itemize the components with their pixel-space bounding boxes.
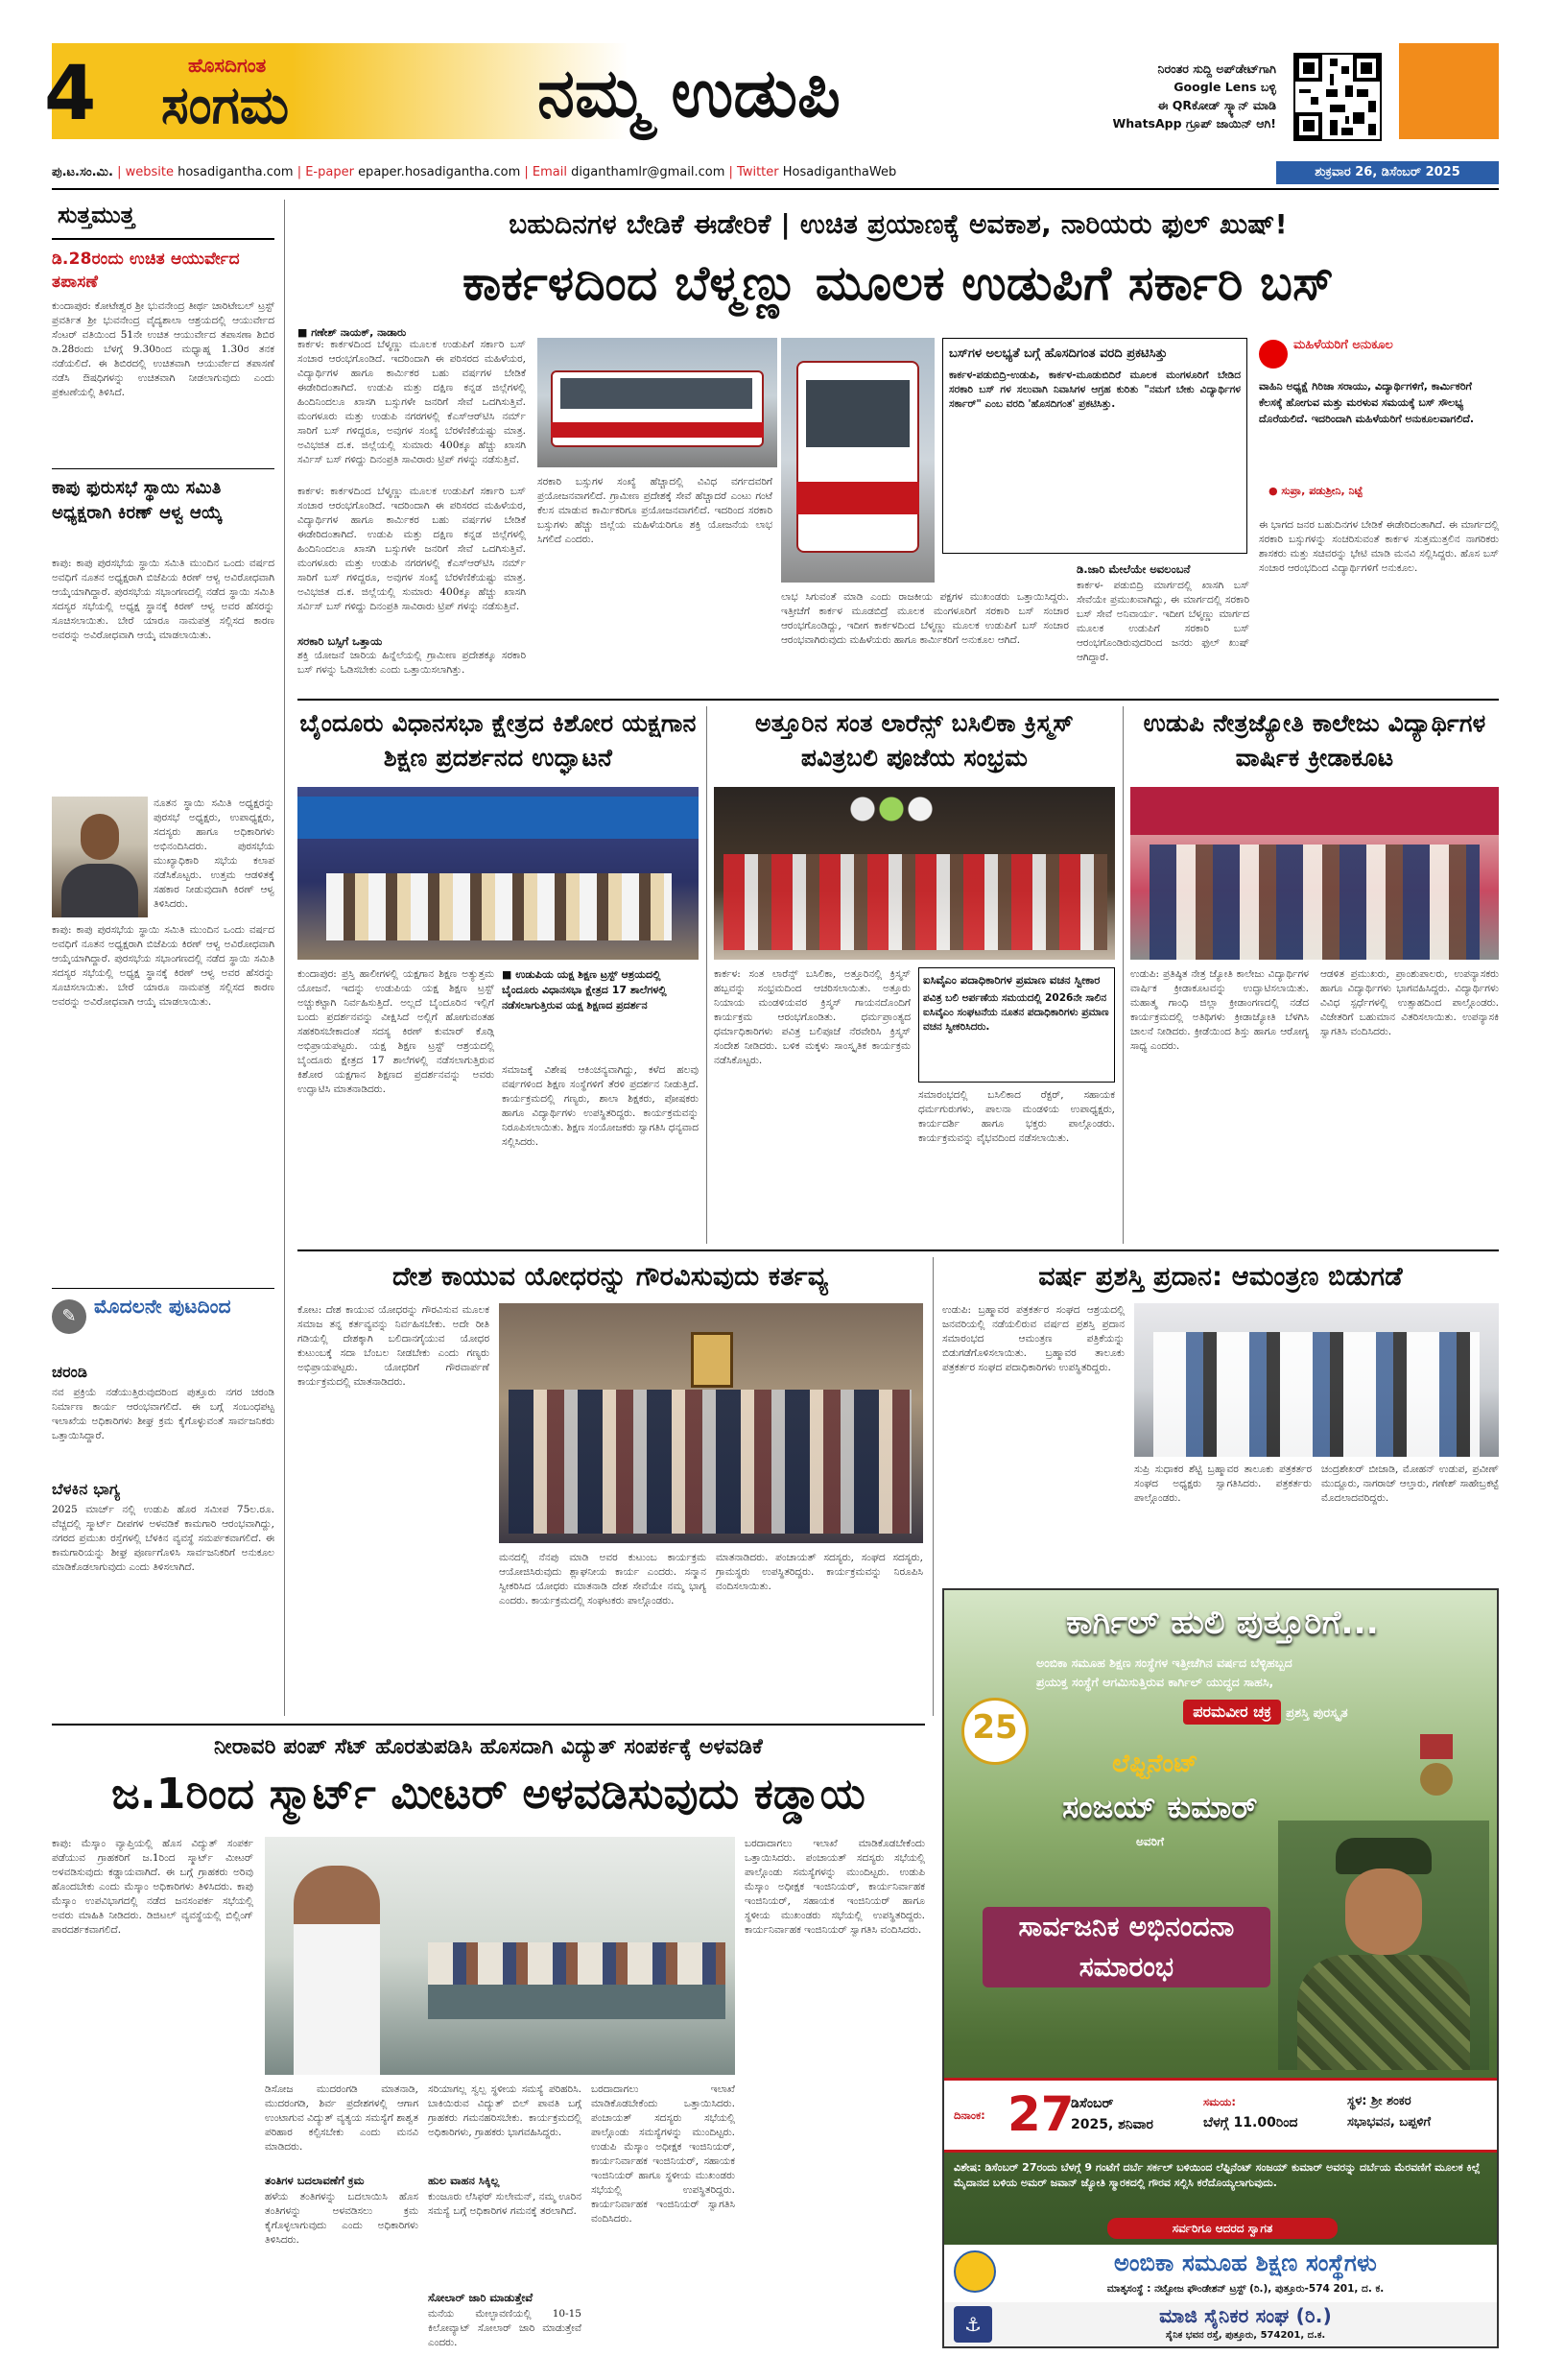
row2-s1-headline: ಬೈಂದೂರು ವಿಧಾನಸಭಾ ಕ್ಷೇತ್ರದ ಕಿಶೋರ ಯಕ್ಷಗಾನ ಶಿಕ್ಷಣ ಪ್ರದರ್ಶನದ ಉದ್ಘಾಟನೆ [299, 709, 697, 772]
lead-col3b: ಕಾರ್ಕಳ- ಪಡುಬಿದ್ರಿ ಮಾರ್ಗದಲ್ಲಿ ಖಾಸಗಿ ಬಸ್ ಸೇವೆಯೇ ಪ್ರಮುಖವಾಗಿದ್ದು, ಈ ಮಾರ್ಗದಲ್ಲಿ ಸರಕಾರಿ ಬಸ್ ಸೇವೆ ಅನಿವಾರ್ಯ. ಇದೀಗ ಬೆಳ್ಮಣ್ಣು ಮಾರ್ಗದ ಮೂಲಕ ಉಡುಪಿಗೆ ಸರಕಾರಿ ಬಸ್ ಆರಂಭಗೊಂಡಿರುವುದರಿಂದ ಜನರು ಫುಲ್ ಖುಷ್ ಆಗಿದ್ದಾರೆ. [1077, 580, 1249, 663]
lead-col3-sub: ಡಿ.ಜಾರಿ ಮೇಲೆಯೇ ಅವಲಂಬನೆ [1077, 562, 1191, 576]
lead-col2: ಸರಕಾರಿ ಬಸ್ಸುಗಳ ಸಂಖ್ಯೆ ಹೆಚ್ಚಾದಲ್ಲಿ ವಿವಿಧ ವರ್ಗದವರಿಗೆ ಪ್ರಯೋಜನವಾಗಲಿದೆ. ಗ್ರಾಮೀಣ ಪ್ರದೇಶಕ್ಕೆ ಸೇವೆ ಹೆಚ್ಚಾದರೆ ಎಂಟು ಗಂಟೆ ಕೆಲಸ ಮಾಡುವ ಕಾರ್ಮಿಕರಿಗೂ ಪ್ರಯೋಜನವಾಗಲಿದೆ. ಇದರಿಂದ ಸರಕಾರಿ ಬಸ್ಸುಗಳು ಹೆಚ್ಚು ಜಿಲ್ಲೆಯ ಮಹಿಳೆಯರಿಗೂ ಶಕ್ತಿ ಯೋಜನೆಯ ಲಾಭ ಸಿಗಲಿದೆ ಎಂದರು. [537, 476, 772, 545]
ad-rank: ಲೆಫ್ಟಿನೆಂಟ್ [1112, 1749, 1198, 1778]
bus-front-window [806, 380, 910, 447]
sidebar-story1-headline: ಡಿ.28ರಂದು ಉಚಿತ ಆಯುರ್ವೇದ ತಪಾಸಣೆ [52, 250, 240, 292]
ad-welcome: ಸರ್ವರಿಗೂ ಆದರದ ಸ್ವಾಗತ [1107, 2218, 1338, 2239]
ad-venue-label: ಸ್ಥಳ: ಶ್ರೀ ಶಂಕರ [1347, 2094, 1411, 2108]
lead-sidebox-sign: ● ಸುಪ್ರಾ, ಪಡುಶ್ರೀನಿ, ನಿಟ್ಟೆ [1268, 485, 1363, 497]
row2-s1 [297, 706, 699, 1244]
row2-s3-col2: ಆಡಳಿತ ಪ್ರಮುಖರು, ಪ್ರಾಂಶುಪಾಲರು, ಉಪನ್ಯಾಸಕರು ಹಾಗೂ ವಿದ್ಯಾರ್ಥಿಗಳು ಭಾಗವಹಿಸಿದ್ದರು. ವಿದ್ಯಾರ್ಥಿಗಳು ವಿವಿಧ ಸ್ಪರ್ಧೆಗಳಲ್ಲಿ ಉತ್ಸಾಹದಿಂದ ಪಾಲ್ಗೊಂಡರು. ವಿಜೇತರಿಗೆ ಬಹುಮಾನ ವಿತರಿಸಲಾಯಿತು. ಉಪನ್ಯಾಸಕಿ ಸ್ವಾಗತಿಸಿ ವಂದಿಸಿದರು. [1320, 968, 1499, 1037]
qr-line-4: WhatsApp ಗ್ರೂಪ್ ಜಾಯಿನ್ ಆಗಿ! [1112, 116, 1276, 131]
row4-col3c: ಮನೆಯ ಮೇಲ್ಛಾವಣಿಯಲ್ಲಿ 10-15 ಕಿಲೋವ್ಯಾಟ್ ಸೋಲಾರ್ ಜಾರಿ ಮಾಡುತ್ತೇವೆ ಎಂದರು. [428, 2308, 581, 2348]
portrait-face [81, 814, 119, 860]
bus-front-stripe [796, 482, 919, 514]
kargil-ad[interactable] [942, 1588, 1499, 2348]
lead-photo-bus-1 [537, 338, 777, 467]
info-bar: ಪು.ಟ.ಸಂ.ಮಿ. | website hosadigantha.com | E-paper epaper.hosadigantha.com | Email diganthamlr@gmail.com | Twitter HosadiganthaWeb [52, 165, 897, 179]
rule-row3-top [297, 1250, 1499, 1251]
ad-org1: ಅಂಬಿಕಾ ಸಮೂಹ ಶಿಕ್ಷಣ ಸಂಸ್ಥೆಗಳು [1114, 2249, 1377, 2276]
medal-icon [1420, 1734, 1453, 1801]
ad-org2: ಮಾಜಿ ಸೈನಿಕರ ಸಂಘ (ರಿ.) [1159, 2304, 1332, 2327]
sidebar-rule-1 [52, 468, 274, 469]
ad-org1-box [944, 2245, 1497, 2302]
email-label: Email [532, 165, 567, 179]
row2-s3 [1130, 706, 1499, 1244]
ad-line1: ಅಂಬಿಕಾ ಸಮೂಹ ಶಿಕ್ಷಣ ಸಂಸ್ಥೆಗಳ ಇತ್ತೀಚೆಗಿನ ವರ್ಷದ ಬೆಳ್ಳಿಹಬ್ಬದ [1036, 1655, 1292, 1670]
row2-s2-box-body: ಪವಿತ್ರ ಬಲಿ ಅರ್ಪಣೆಯ ಸಮಯದಲ್ಲಿ 2026ನೇ ಸಾಲಿನ ಐಸಿವೈಎಂ ಸಂಘಟನೆಯ ನೂತನ ಪದಾಧಿಕಾರಿಗಳು ಪ್ರಮಾಣ ವಚನ ಸ್ವೀಕರಿಸಿದರು. [923, 992, 1109, 1033]
row4 [52, 1731, 925, 2355]
row2-s3-photo [1130, 787, 1499, 960]
sidebar-story3-sub1: ಚರಂಡಿ [52, 1363, 88, 1381]
lead-col3: ಲಾಭ ಸಿಗುವಂತೆ ಮಾಡಿ ಎಂದು ರಾಜಕೀಯ ಪಕ್ಷಗಳ ಮುಖಂಡರು ಒತ್ತಾಯಿಸಿದ್ದರು. ಇತ್ತೀಚೆಗೆ ಕಾರ್ಕಳ ಮೂಡಬಿದ್ರೆ ಮೂಲಕ ಮಂಗಳೂರಿಗೆ ಸರಕಾರಿ ಬಸ್ ಸಂಚಾರ ಆರಂಭಗೊಂಡಿದ್ದು, ಇದೀಗ ಕಾರ್ಕಳದಿಂದ ಬೆಳ್ಮಣ್ಣು ಮೂಲಕ ಉಡುಪಿಗೆ ಬಸ್ ಸಂಚಾರ ಆರಂಭವಾಗಿರುವುದು ಮಹಿಳೆಯರು ಹಾಗೂ ಕಾರ್ಮಿಕರಿಗೆ ಅನುಕೂಲ ಆಗಿದೆ. [781, 591, 1069, 646]
group-people [509, 1390, 912, 1534]
page-number: 4 [44, 51, 97, 137]
pen-icon: ✎ [52, 1299, 86, 1334]
row4-col2-sub: ತಂತಿಗಳ ಬದಲಾವಣೆಗೆ ಕ್ರಮ [265, 2174, 365, 2187]
lead-kicker: ಬಹುದಿನಗಳ ಬೇಡಿಕೆ ಈಡೇರಿಕೆ | ಉಚಿತ ಪ್ರಯಾಣಕ್ಕೆ ಅವಕಾಶ, ನಾರಿಯರು ಫುಲ್ ಖುಷ್! [509, 208, 1288, 240]
info-section: ಪು.ಟ.ಸಂ.ಮಿ. [52, 165, 113, 179]
row2-s3-headline: ಉಡುಪಿ ನೇತ್ರಜ್ಯೋತಿ ಕಾಲೇಜು ವಿದ್ಯಾರ್ಥಿಗಳ ವಾರ್ಷಿಕ ಕ್ರೀಡಾಕೂಟ [1143, 709, 1486, 772]
bus-window [560, 378, 752, 409]
row2-s2-headline: ಅತ್ತೂರಿನ ಸಂತ ಲಾರೆನ್ಸ್ ಬಸಿಲಿಕಾ ಕ್ರಿಸ್ಮಸ್ ಪವಿತ್ರಬಲಿ ಪೂಜೆಯ ಸಂಭ್ರಮ [755, 709, 1074, 772]
website-label: website [125, 165, 174, 179]
ad-name: ಸಂಜಯ್ ಕುಮಾರ್ [1062, 1789, 1258, 1825]
santa-hats [723, 854, 1107, 950]
event-people [1150, 845, 1480, 960]
row2-s2 [714, 706, 1115, 1244]
masthead-rule [52, 188, 1499, 190]
row4-headline: ಜ.1ರಿಂದ ಸ್ಮಾರ್ಟ್ ಮೀಟರ್ ಅಳವಡಿಸುವುದು ಕಡ್ಡಾಯ [111, 1770, 865, 1819]
ad-badge-text: 25 [972, 1708, 1018, 1747]
sidebar-portrait [52, 797, 148, 917]
page-title: ನಮ್ಮ ಉಡುಪಿ [537, 54, 841, 132]
lead-col1-sub: ಸರಕಾರಿ ಬಸ್ಸಿಗೆ ಒತ್ತಾಯ [297, 634, 383, 648]
brand-small: ಹೊಸದಿಗಂತ [188, 54, 267, 77]
officer-face [1345, 1868, 1422, 1955]
sidebar-story2-body2: ನೂತನ ಸ್ಥಾಯಿ ಸಮಿತಿ ಅಧ್ಯಕ್ಷರನ್ನು ಪುರಸಭೆ ಅಧ್ಯಕ್ಷರು, ಉಪಾಧ್ಯಕ್ಷರು, ಸದಸ್ಯರು ಹಾಗೂ ಅಧಿಕಾರಿಗಳು ಅಭಿನಂದಿಸಿದರು. ಪುರಸಭೆಯ ಮುಖ್ಯಾಧಿಕಾರಿ ಸಭೆಯ ಕಲಾಪ ನಡೆಸಿಕೊಟ್ಟರು. ಉತ್ತಮ ಆಡಳಿತಕ್ಕೆ ಸಹಕಾರ ನೀಡುವುದಾಗಿ ಕಿರಣ್ ಆಳ್ವ ತಿಳಿಸಿದರು. [154, 797, 274, 910]
event-banner [1130, 787, 1499, 835]
vodafone-style-icon [1259, 340, 1288, 369]
qr-line-1: ನಿರಂತರ ಸುದ್ದಿ ಅಪ್‌ಡೇಟ್‌ಗಾಗಿ [1157, 61, 1276, 76]
stage-banner [297, 797, 699, 839]
lead-box-title: ಬಸ್‌ಗಳ ಅಲಭ್ಯತೆ ಬಗ್ಗೆ ಹೊಸದಿಗಂತ ವರದಿ ಪ್ರಕಟಿಸಿತ್ತು [949, 346, 1168, 361]
lead-photo-bus-2 [781, 338, 935, 583]
ad-event: ಸಾರ್ವಜನಿಕ ಅಭಿನಂದನಾ ಸಮಾರಂಭ [983, 1907, 1270, 1987]
row4-col3b: ಕುಂಜೂರು ಲೆಸಿಫರ್ ಸುಲೇಮನ್, ನಮ್ಮ ಊರಿನ ಸಮಸ್ಯೆ ಬಗ್ಗೆ ಅಧಿಕಾರಿಗಳ ಗಮನಕ್ಕೆ ತರಲಾಗಿದೆ. [428, 2191, 581, 2217]
row3-s2 [942, 1257, 1499, 1583]
sidebar-title-rule [52, 238, 274, 240]
sidebar-story2-headline: ಕಾಪು ಫುರುಸಭೆ ಸ್ಥಾಯಿ ಸಮಿತಿ ಅಧ್ಯಕ್ಷರಾಗಿ ಕಿರಣ್ ಆಳ್ವ ಆಯ್ಕೆ [52, 478, 223, 523]
ad-award: ಪರಮವೀರ ಚಕ್ರ [1183, 1700, 1281, 1725]
meeting-people [428, 1942, 725, 1985]
bus-stripe [551, 422, 764, 438]
sidebar-story2-body3: ಕಾಪು: ಕಾಪು ಪುರಸಭೆಯ ಸ್ಥಾಯಿ ಸಮಿತಿ ಮುಂದಿನ ಒಂದು ವರ್ಷದ ಅವಧಿಗೆ ನೂತನ ಅಧ್ಯಕ್ಷರಾಗಿ ಬಿಜೆಪಿಯ ಕಿರಣ್ ಆಳ್ವ ಅವಿರೋಧವಾಗಿ ಆಯ್ಕೆಯಾಗಿದ್ದಾರೆ. ಪುರಸಭೆಯ ಸಭಾಂಗಣದಲ್ಲಿ ನಡೆದ ಸ್ಥಾಯಿ ಸಮಿತಿ ಸದಸ್ಯರ ಸಭೆಯಲ್ಲಿ ಅಧ್ಯಕ್ಷ ಸ್ಥಾನಕ್ಕೆ ಕಿರಣ್ ಆಳ್ವ ಅವರ ಹೆಸರನ್ನು ಸೂಚಿಸಲಾಯಿತು. ಬೇರೆ ಯಾರೂ ನಾಮಪತ್ರ ಸಲ್ಲಿಸದ ಕಾರಣ ಅವರನ್ನು ಅವಿರೋಧವಾಗಿ ಆಯ್ಕೆ ಮಾಡಲಾಯಿತು. [52, 924, 274, 1008]
ad-honorific: ಅವರಿಗೆ [1136, 1835, 1164, 1848]
anchor-emblem-icon: ⚓ [954, 2306, 992, 2343]
epaper-link[interactable]: epaper.hosadigantha.com [358, 165, 521, 179]
ad-org2-sub: ಸೈನಿಕ ಭವನ ರಸ್ತೆ, ಪುತ್ತೂರು, 574201, ದ.ಕ. [1165, 2330, 1326, 2341]
ad-officer-photo [1278, 1821, 1489, 2070]
lead-sidebox-title: ಮಹಿಳೆಯರಿಗೆ ಅನುಕೂಲ [1293, 338, 1393, 352]
row3-s1-headline: ದೇಶ ಕಾಯುವ ಯೋಧರನ್ನು ಗೌರವಿಸುವುದು ಕರ್ತವ್ಯ [391, 1262, 829, 1292]
qr-line-3: ಈ QRಕೋಡ್ ಸ್ಕ್ಯಾನ್ ಮಾಡಿ [1157, 98, 1276, 112]
row3-s2-headline: ವರ್ಷ ಪ್ರಶಸ್ತಿ ಪ್ರದಾನ: ಆಮಂತ್ರಣ ಬಿಡುಗಡೆ [1038, 1262, 1403, 1292]
row2-s1-col1: ಕುಂದಾಪುರ: ಪ್ರಸ್ತಿ ಹಾಲೀಗಳಲ್ಲಿ ಯಕ್ಷಗಾನ ಶಿಕ್ಷಣ ಅತ್ಯುತ್ತಮ ಯೋಜನೆ. ಇದನ್ನು ಉಡುಪಿಯ ಯಕ್ಷ ಶಿಕ್ಷಣ ಟ್ರಸ್ಟ್ ಅಚ್ಚುಕಟ್ಟಾಗಿ ನಿರ್ವಹಿಸುತ್ತಿದೆ. ಅಲ್ಲದೆ ಬೈಂದೂರಿನ ಇಲ್ಲಿಗೆ ಬಂದು ಪ್ರದರ್ಶನವನ್ನು ವೀಕ್ಷಿಸಿದೆ ಅಲ್ಲಿಗೆ ಹೋಗುವಂತಹ ಸಹಕರಿಸಬೇಕಾದಂತೆ ಸದಸ್ಯ ಕಿರಣ್ ಕುಮಾರ್ ಕೊಡ್ಗಿ ಅಭಿಪ್ರಾಯಪಟ್ಟರು. ಯಕ್ಷ ಶಿಕ್ಷಣ ಟ್ರಸ್ಟ್ ಆಶ್ರಯದಲ್ಲಿ ಬೈಂದೂರು ಕ್ಷೇತ್ರದ 17 ಶಾಲೆಗಳಲ್ಲಿ ನಡೆಸಲಾಗುತ್ತಿರುವ ಕಿಶೋರ ಯಕ್ಷಗಾನ ಶಿಕ್ಷಣದ ಪ್ರದರ್ಶನವನ್ನು ಅವರು ಉದ್ಘಾಟಿಸಿ ಮಾತನಾಡಿದರು. [297, 968, 494, 1095]
ad-badge [961, 1698, 1029, 1765]
release-people [1153, 1332, 1480, 1457]
ad-note: ವಿಶೇಷ: ಡಿಸೆಂಬರ್ 27ರಂದು ಬೆಳಗ್ಗೆ 9 ಗಂಟೆಗೆ ದರ್ಬೆ ಸರ್ಕಲ್ ಬಳಿಯಿಂದ ಲೆಫ್ಟಿನೆಂಟ್ ಸಂಜಯ್ ಕುಮಾರ್ ಅವರನ್ನು ದರ್ಬೆಯ ಮೆರವಣಿಗೆ ಮೂಲಕ ಕಿಲ್ಲೆ ಮೈದಾನದ ಬಳಿಯ ಅಮರ್ ಜವಾನ್ ಜ್ಯೋತಿ ಸ್ಮಾರಕದಲ್ಲಿ ಗೌರವ ಸಲ್ಲಿಸಿ ಕರೆದೊಯ್ಯಲಾಗುವುದು. [954, 2161, 1481, 2189]
ad-date-label: ದಿನಾಂಕ: [954, 2108, 985, 2122]
ad-org1-sub: ಮಾತೃಸಂಸ್ಥೆ : ನಟ್ಟೋಜ ಫೌಂಡೇಶನ್ ಟ್ರಸ್ಟ್ (ರಿ.), ಪುತ್ತೂರು-574 201, ದ. ಕ. [1106, 2283, 1385, 2295]
row3-s2-photo [1134, 1303, 1499, 1457]
ad-date-month: ಡಿಸೆಂಬರ್ [1071, 2096, 1114, 2111]
row4-col3-extra: ಬರದಾದಾಗಲು ಇಲಾಖೆ ಮಾಡಿಕೊಡಬೇಕೆಂದು ಒತ್ತಾಯಿಸಿದರು. ಪಂಚಾಯತ್ ಸದಸ್ಯರು ಸಭೆಯಲ್ಲಿ ಪಾಲ್ಗೊಂಡು ಸಮಸ್ಯೆಗಳನ್ನು ಮುಂದಿಟ್ಟರು. ಉಡುಪಿ ಮೆಸ್ಕಾಂ ಅಧೀಕ್ಷಕ ಇಂಜಿನಿಯರ್, ಕಾರ್ಯನಿರ್ವಾಹಕ ಇಂಜಿನಿಯರ್, ಸಹಾಯಕ ಇಂಜಿನಿಯರ್ ಹಾಗೂ ಸ್ಥಳೀಯ ಮುಖಂಡರು ಸಭೆಯಲ್ಲಿ ಉಪಸ್ಥಿತರಿದ್ದರು. ಕಾರ್ಯನಿರ್ವಾಹಕ ಇಂಜಿನಿಯರ್ ಸ್ವಾಗತಿಸಿ ವಂದಿಸಿದರು. [591, 2083, 735, 2225]
lead-headline: ಕಾರ್ಕಳದಿಂದ ಬೆಳ್ಮಣ್ಣು ಮೂಲಕ ಉಡುಪಿಗೆ ಸರ್ಕಾರಿ ಬಸ್ [462, 255, 1335, 311]
portrait-frame [691, 1332, 733, 1388]
row4-col1: ಕಾಪು: ಮೆಸ್ಕಾಂ ವ್ಯಾಪ್ತಿಯಲ್ಲಿ ಹೊಸ ವಿದ್ಯುತ್ ಸಂಪರ್ಕ ಪಡೆಯುವ ಗ್ರಾಹಕರಿಗೆ ಜ.1ರಿಂದ ಸ್ಮಾರ್ಟ್ ಮೀಟರ್ ಅಳವಡಿಸುವುದು ಕಡ್ಡಾಯವಾಗಿದೆ. ಈ ಬಗ್ಗೆ ಗ್ರಾಹಕರು ಅರಿವು ಹೊಂದಬೇಕು ಎಂದು ಮೆಸ್ಕಾಂ ಅಧಿಕಾರಿಗಳು ತಿಳಿಸಿದರು. ಕಾಪು ಮೆಸ್ಕಾಂ ಉಪವಿಭಾಗದಲ್ಲಿ ನಡೆದ ಜನಸಂಪರ್ಕ ಸಭೆಯಲ್ಲಿ ಅವರು ಮಾಹಿತಿ ನೀಡಿದರು. ಡಿಜಿಟಲ್ ವ್ಯವಸ್ಥೆಯಲ್ಲಿ ಬಿಲ್ಲಿಂಗ್ ಪಾರದರ್ಶಕವಾಗಲಿದೆ. [52, 1838, 253, 1936]
qr-line-2: Google Lens ಬಳ್ಳಿ [1174, 80, 1276, 94]
ad-date-rest: 2025, ಶನಿವಾರ [1071, 2117, 1153, 2132]
issue-date: ಶುಕ್ರವಾರ 26, ಡಿಸೆಂಬರ್ 2025 [1276, 161, 1499, 184]
masthead [0, 0, 1541, 144]
row4-col2: ಡಿಸೋಜ ಮುದರಂಗಡಿ ಮಾತನಾಡಿ, ಮುದರಂಗಡಿ, ಶಿರ್ವ ಪ್ರದೇಶಗಳಲ್ಲಿ ಆಗಾಗ ಉಂಟಾಗುವ ವಿದ್ಯುತ್ ವ್ಯತ್ಯಯ ಸಮಸ್ಯೆಗೆ ಶಾಶ್ವತ ಪರಿಹಾರ ಕಲ್ಪಿಸಬೇಕು ಎಂದು ಮನವಿ ಮಾಡಿದರು. [265, 2083, 418, 2153]
ad-title: ಕಾರ್ಗಿಲ್ ಹುಲಿ ಪುತ್ತೂರಿಗೆ... [1066, 1604, 1379, 1642]
lead-col4: ಈ ಭಾಗದ ಜನರ ಬಹುದಿನಗಳ ಬೇಡಿಕೆ ಈಡೇರಿದಂತಾಗಿದೆ. ಈ ಮಾರ್ಗದಲ್ಲಿ ಸರಕಾರಿ ಬಸ್ಸುಗಳನ್ನು ಸಂಚರಿಸುವಂತೆ ಕಾರ್ಕಳ ಸುತ್ತಮುತ್ತಲಿನ ನಾಗರಿಕರು ಶಾಸಕರು ಮತ್ತು ಸಚಿವರನ್ನು ಭೇಟಿ ಮಾಡಿ ಮನವಿ ಸಲ್ಲಿಸಿದ್ದರು. ಹೊಸ ಬಸ್ ಸಂಚಾರ ಆರಂಭದಿಂದ ವಿದ್ಯಾರ್ಥಿಗಳಿಗೆ ಅನುಕೂಲ. [1259, 519, 1499, 574]
lead-sidebox-body: ವಾಹಿನಿ ಅಧ್ಯಕ್ಷೆ ಗಿರಿಜಾ ಸರಾಯು, ವಿದ್ಯಾರ್ಥಿಗಳಿಗೆ, ಕಾರ್ಮಿಕರಿಗೆ ಕೆಲಸಕ್ಕೆ ಹೋಗುವ ಮತ್ತು ಮರಳುವ ಸಮಯಕ್ಕೆ ಬಸ್ ಸೌಲಭ್ಯ ದೊರೆಯಲಿದೆ. ಇದರಿಂದಾಗಿ ಮಹಿಳೆಯರಿಗೆ ಅನುಕೂಲವಾಗಲಿದೆ. [1259, 380, 1475, 425]
ad-details [944, 2078, 1499, 2153]
ad-award-suffix: ಪ್ರಶಸ್ತಿ ಪುರಸ್ಕೃತ [1286, 1706, 1348, 1721]
row3-s1-col1: ಕೋಟ: ದೇಶ ಕಾಯುವ ಯೋಧರನ್ನು ಗೌರವಿಸುವ ಮೂಲಕ ಸಮಾಜ ತನ್ನ ಕರ್ತವ್ಯವನ್ನು ನಿರ್ವಹಿಸಬೇಕು. ಅದೇ ರೀತಿ ಗಡಿಯಲ್ಲಿ ದೇಶಕ್ಕಾಗಿ ಬಲಿದಾನಗೈಯುವ ಯೋಧರ ಕುಟುಂಬಕ್ಕೆ ಸದಾ ಬೆಂಬಲ ನೀಡಬೇಕು ಎಂದು ಗಣ್ಯರು ಅಭಿಪ್ರಾಯಪಟ್ಟರು. ಯೋಧರಿಗೆ ಗೌರವಾರ್ಪಣೆ ಕಾರ್ಯಕ್ರಮದಲ್ಲಿ ಮಾತನಾಡಿದರು. [297, 1304, 489, 1388]
row2-s3-col1: ಉಡುಪಿ: ಪ್ರತಿಷ್ಠಿತ ನೇತ್ರ ಜ್ಯೋತಿ ಕಾಲೇಜು ವಿದ್ಯಾರ್ಥಿಗಳ ವಾರ್ಷಿಕ ಕ್ರೀಡಾಕೂಟವನ್ನು ಉದ್ಘಾಟಿಸಲಾಯಿತು. ಮಹಾತ್ಮ ಗಾಂಧಿ ಜಿಲ್ಲಾ ಕ್ರೀಡಾಂಗಣದಲ್ಲಿ ನಡೆದ ಕಾರ್ಯಕ್ರಮದಲ್ಲಿ ಅತಿಥಿಗಳು ಕ್ರೀಡಾಜ್ಯೋತಿ ಬೆಳಗಿಸಿ ಚಾಲನೆ ನೀಡಿದರು. ಕ್ರೀಡೆಯಿಂದ ಶಿಸ್ತು ಹಾಗೂ ಆರೋಗ್ಯ ಸಾಧ್ಯ ಎಂದರು. [1130, 968, 1309, 1052]
sidebar-rule-2 [52, 1288, 274, 1289]
officer-uniform [1297, 1955, 1470, 2070]
sidebar [52, 200, 274, 1716]
sidebar-story2-body: ಕಾಪು: ಕಾಪು ಪುರಸಭೆಯ ಸ್ಥಾಯಿ ಸಮಿತಿ ಮುಂದಿನ ಒಂದು ವರ್ಷದ ಅವಧಿಗೆ ನೂತನ ಅಧ್ಯಕ್ಷರಾಗಿ ಬಿಜೆಪಿಯ ಕಿರಣ್ ಆಳ್ವ ಅವಿರೋಧವಾಗಿ ಆಯ್ಕೆಯಾಗಿದ್ದಾರೆ. ಪುರಸಭೆಯ ಸಭಾಂಗಣದಲ್ಲಿ ನಡೆದ ಸ್ಥಾಯಿ ಸಮಿತಿ ಸದಸ್ಯರ ಸಭೆಯಲ್ಲಿ ಅಧ್ಯಕ್ಷ ಸ್ಥಾನಕ್ಕೆ ಕಿರಣ್ ಆಳ್ವ ಅವರ ಹೆಸರನ್ನು ಸೂಚಿಸಲಾಯಿತು. ಬೇರೆ ಯಾರೂ ನಾಮಪತ್ರ ಸಲ್ಲಿಸದ ಕಾರಣ ಅವರನ್ನು ಅವಿರೋಧವಾಗಿ ಆಯ್ಕೆ ಮಾಡಲಾಯಿತು. [52, 558, 274, 641]
row2-s2-photo [714, 787, 1115, 960]
qr-text [1046, 60, 1276, 132]
row3-s1 [297, 1257, 923, 1718]
brand-main: ಸಂಗಮ [161, 75, 290, 135]
lead-box [942, 338, 1247, 554]
row2-s2-col2: ಸಮಾರಂಭದಲ್ಲಿ ಬಸಿಲಿಕಾದ ರೆಕ್ಟರ್, ಸಹಾಯಕ ಧರ್ಮಗುರುಗಳು, ಪಾಲನಾ ಮಂಡಳಿಯ ಉಪಾಧ್ಯಕ್ಷರು, ಕಾರ್ಯದರ್ಶಿ ಹಾಗೂ ಭಕ್ತರು ಪಾಲ್ಗೊಂಡರು. ಕಾರ್ಯಕ್ರಮವನ್ನು ವೈಭವದಿಂದ ನಡೆಸಲಾಯಿತು. [918, 1089, 1115, 1144]
row4-col3: ಸರಿಯಾಗಲ್ಲ ಸ್ವಲ್ಪ ಸ್ಥಳೀಯ ಸಮಸ್ಯೆ ಪರಿಹರಿಸಿ. ಬಾಕಿಯಿರುವ ವಿದ್ಯುತ್ ಬಿಲ್ ಪಾವತಿ ಬಗ್ಗೆ ಗ್ರಾಹಕರು ಗಮನಹರಿಸಬೇಕು. ಕಾರ್ಯಕ್ರಮದಲ್ಲಿ ಅಧಿಕಾರಿಗಳು, ಗ್ರಾಹಕರು ಭಾಗವಹಿಸಿದ್ದರು. [428, 2083, 581, 2138]
ad-line2: ಪ್ರಯುಕ್ತ ಸಂಸ್ಥೆಗೆ ಆಗಮಿಸುತ್ತಿರುವ ಕಾರ್ಗಿಲ್ ಯುದ್ಧದ ಸಾಹಸಿ, [1036, 1675, 1274, 1689]
sidebar-story3-sub2-body: 2025 ಮಾರ್ಚ್ ನಲ್ಲಿ ಉಡುಪಿ ಹೊರ ಸಮೀಪ 75ಲ.ರೂ. ವೆಚ್ಚದಲ್ಲಿ ಸ್ಮಾರ್ಟ್ ದೀಪಗಳ ಅಳವಡಿಕೆ ಕಾಮಗಾರಿ ಆರಂಭವಾಗಿದ್ದು, ನಗರದ ಪ್ರಮುಖ ರಸ್ತೆಗಳಲ್ಲಿ ಬೆಳಕಿನ ವ್ಯವಸ್ಥೆ ಸಮರ್ಪಕವಾಗಲಿದೆ. ಈ ಕಾಮಗಾರಿಯನ್ನು ಶೀಘ್ರ ಪೂರ್ಣಗೊಳಿಸಿ ಸಾರ್ವಜನಿಕರಿಗೆ ಅನುಕೂಲ ಮಾಡಿಕೊಡಲಾಗುವುದು ಎಂದು ತಿಳಿಸಲಾಗಿದೆ. [52, 1504, 274, 1573]
website-link[interactable]: hosadigantha.com [178, 165, 294, 179]
bus-sign: KSRTC [837, 363, 879, 376]
standing-man [294, 1866, 380, 2075]
row2-s1-photo [297, 787, 699, 960]
lead-col1: ಕಾರ್ಕಳ: ಕಾರ್ಕಳದಿಂದ ಬೆಳ್ಮಣ್ಣು ಮೂಲಕ ಉಡುಪಿಗೆ ಸರ್ಕಾರಿ ಬಸ್ ಸಂಚಾರ ಆರಂಭಗೊಂಡಿದೆ. ಇದರಿಂದಾಗಿ ಈ ಪರಿಸರದ ಮಹಿಳೆಯರ, ವಿದ್ಯಾರ್ಥಿಗಳ ಹಾಗೂ ಕಾರ್ಮಿಕರ ಬಹು ವರ್ಷಗಳ ಬೇಡಿಕೆ ಈಡೇರಿದಂತಾಗಿದೆ. ಉಡುಪಿ ಮತ್ತು ದಕ್ಷಿಣ ಕನ್ನಡ ಜಿಲ್ಲೆಗಳಲ್ಲಿ ಹಿಂದಿನಿಂದಲೂ ಖಾಸಗಿ ಬಸ್ಸುಗಳೇ ಜನರಿಗೆ ಸೇವೆ ಒದಗಿಸುತ್ತಿವೆ. ಮಂಗಳೂರು ಮತ್ತು ಉಡುಪಿ ನಗರಗಳಲ್ಲಿ ಕೆಎಸ್‌ಆರ್‌ಟಿಸಿ ನರ್ಮ್ ಸಾರಿಗೆ ಬಸ್ ಗಳಿದ್ದರೂ, ಅವುಗಳ ಸಂಖ್ಯೆ ಬೆರಳೆಣಿಕೆಯಷ್ಟು ಮಾತ್ರ. ಅವಿಭಜಿತ ದ.ಕ. ಜಿಲ್ಲೆಯಲ್ಲಿ ಸುಮಾರು 400ಕ್ಕೂ ಹೆಚ್ಚು ಖಾಸಗಿ ಸರ್ವಿಸ್ ಬಸ್ ಗಳಿದ್ದು ದಿನಂಪ್ರತಿ ಸಾವಿರಾರು ಟ್ರಿಪ್ ಗಳನ್ನು ನಡೆಸುತ್ತಿವೆ. [297, 486, 526, 612]
portrait-shirt [61, 864, 138, 917]
row3-s2-col3: ಚಂದ್ರಶೇಖರ್ ಬೀಜಾಡಿ, ಮೋಹನ್ ಉಡುಪ, ಪ್ರವೀಣ್ ಮುದ್ದೂರು, ನಾಗರಾಜ್ ಆಲ್ತಾರು, ಗಣೇಶ್ ಸಾಹೇಬ್ರಕಟ್ಟೆ ಮೊದಲಾದವರಿದ್ದರು. [1321, 1464, 1499, 1504]
row2-div-2 [1123, 706, 1124, 1244]
sidebar-story3-sub2: ಬೆಳಕಿನ ಭಾಗ್ಯ [52, 1480, 121, 1498]
sidebar-title: ಸುತ್ತಮುತ್ತ [58, 202, 135, 228]
row4-col3-sub: ಹುಲ ವಾಹನ ಸಿಕ್ಕಿಲ್ಲ [428, 2174, 500, 2187]
twitter-label: Twitter [737, 165, 779, 179]
row4-col3-sub2: ಸೋಲಾರ್ ಜಾರಿ ಮಾಡುತ್ತೇವೆ [428, 2291, 533, 2304]
stage-people [326, 873, 672, 940]
masthead-orange-block [1399, 43, 1499, 139]
rule-row2-top [297, 699, 1499, 701]
twitter-link[interactable]: HosadiganthaWeb [782, 165, 897, 179]
rule-row4-top [52, 1724, 925, 1726]
sidebar-story1-body: ಕುಂದಾಪುರ: ಕೋಟೇಶ್ವರ ಶ್ರೀ ಭುವನೇಂದ್ರ ತೀರ್ಥ ಚಾರಿಟೇಬಲ್ ಟ್ರಸ್ಟ್ ಪ್ರವರ್ತಿತ ಶ್ರೀ ಭುವನೇಂದ್ರ ವೈದ್ಯಶಾಲಾ ಆಶ್ರಯದಲ್ಲಿ ಆಯುರ್ವೇದ ಸೆಂಟರ್ ವತಿಯಿಂದ 51ನೇ ಉಚಿತ ಆಯುರ್ವೇದ ತಪಾಸಣಾ ಶಿಬಿರ ಡಿ.28ರಂದು ಬೆಳಗ್ಗೆ 9.30ರಿಂದ ಮಧ್ಯಾಹ್ನ 1.30ರ ತನಕ ನಡೆಯಲಿದೆ. ಈ ಶಿಬಿರದಲ್ಲಿ ಉಚಿತವಾಗಿ ಆಯುರ್ವೇದ ತಪಾಸಣೆ ನಡೆಸಿ ಔಷಧಿಗಳನ್ನು ಉಚಿತವಾಗಿ ನೀಡಲಾಗುವುದು ಎಂದು ಪ್ರಕಟಣೆಯಲ್ಲಿ ತಿಳಿಸಿದೆ. [52, 300, 274, 398]
ambika-logo-icon [954, 2250, 996, 2293]
row3-s1-col2: ಮನದಲ್ಲಿ ನೆನಪು ಮಾಡಿ ಅವರ ಕುಟುಂಬ ಕಾರ್ಯಕ್ರಮ ಆಯೋಜಿಸಿರುವುದು ಶ್ಲಾಘನೀಯ ಕಾರ್ಯ ಎಂದರು. ಸನ್ಮಾನ ಸ್ವೀಕರಿಸಿದ ಯೋಧರು ಮಾತನಾಡಿ ದೇಶ ಸೇವೆಯೇ ನಮ್ಮ ಭಾಗ್ಯ ಎಂದರು. ಕಾರ್ಯಕ್ರಮದಲ್ಲಿ ಸಂಘಟಕರು ಪಾಲ್ಗೊಂಡರು. [499, 1552, 706, 1606]
balloons [848, 795, 973, 823]
lead-col1b: ಶಕ್ತಿ ಯೋಜನೆ ಜಾರಿಯ ಹಿನ್ನೆಲೆಯಲ್ಲಿ ಗ್ರಾಮೀಣ ಪ್ರದೇಶಕ್ಕೂ ಸರಕಾರಿ ಬಸ್ ಗಳನ್ನು ಓಡಿಸಬೇಕು ಎಂದು ಒತ್ತಾಯಿಸಲಾಗಿತ್ತು. [297, 650, 526, 676]
row3-s1-photo [499, 1303, 923, 1543]
sidebar-story3-kicker: ಮೊದಲನೇ ಪುಟದಿಂದ [94, 1295, 231, 1318]
row4-col2b: ಹಳೆಯ ತಂತಿಗಳನ್ನು ಬದಲಾಯಿಸಿ ಹೊಸ ತಂತಿಗಳನ್ನು ಅಳವಡಿಸಲು ಕ್ರಮ ಕೈಗೊಳ್ಳಲಾಗುವುದು ಎಂದು ಅಧಿಕಾರಿಗಳು ತಿಳಿಸಿದರು. [265, 2191, 418, 2246]
row4-col4: ಬರದಾದಾಗಲು ಇಲಾಖೆ ಮಾಡಿಕೊಡಬೇಕೆಂದು ಒತ್ತಾಯಿಸಿದರು. ಪಂಚಾಯತ್ ಸದಸ್ಯರು ಸಭೆಯಲ್ಲಿ ಪಾಲ್ಗೊಂಡು ಸಮಸ್ಯೆಗಳನ್ನು ಮುಂದಿಟ್ಟರು. ಉಡುಪಿ ಮೆಸ್ಕಾಂ ಅಧೀಕ್ಷಕ ಇಂಜಿನಿಯರ್, ಕಾರ್ಯನಿರ್ವಾಹಕ ಇಂಜಿನಿಯರ್, ಸಹಾಯಕ ಇಂಜಿನಿಯರ್ ಹಾಗೂ ಸ್ಥಳೀಯ ಮುಖಂಡರು ಸಭೆಯಲ್ಲಿ ಉಪಸ್ಥಿತರಿದ್ದರು. ಕಾರ್ಯನಿರ್ವಾಹಕ ಇಂಜಿನಿಯರ್ ಸ್ವಾಗತಿಸಿ ವಂದಿಸಿದರು. [745, 1838, 925, 1936]
row2-s2-col1: ಕಾರ್ಕಳ: ಸಂತ ಲಾರೆನ್ಸ್ ಬಸಿಲಿಕಾ, ಅತ್ತೂರಿನಲ್ಲಿ ಕ್ರಿಸ್ಮಸ್ ಹಬ್ಬವನ್ನು ಸಂಭ್ರಮದಿಂದ ಆಚರಿಸಲಾಯಿತು. ಅತ್ತೂರು ನಿಯಾಯ ಮಂಡಳಿಯವರ ಕ್ರಿಸ್ಮಸ್ ಗಾಯನದೊಂದಿಗೆ ಕಾರ್ಯಕ್ರಮ ಆರಂಭಗೊಂಡಿತು. ಧರ್ಮಪ್ರಾಂತ್ಯದ ಧರ್ಮಾಧಿಕಾರಿಗಳು ಪವಿತ್ರ ಬಲಿಪೂಜೆ ನೆರವೇರಿಸಿ ಕ್ರಿಸ್ಮಸ್ ಸಂದೇಶ ನೀಡಿದರು. ಬಳಿಕ ಮಕ್ಕಳು ಸಾಂಸ್ಕೃತಿಕ ಕಾರ್ಯಕ್ರಮ ನಡೆಸಿಕೊಟ್ಟರು. [714, 968, 911, 1066]
ad-time-label: ಸಮಯ: [1203, 2095, 1236, 2108]
row4-photo [265, 1837, 735, 2075]
row2-s2-box [918, 967, 1115, 1083]
sidebar-divider [284, 200, 285, 1716]
sidebar-story3-sub1-body: ನವ ಪ್ರಕ್ರಿಯೆ ನಡೆಯುತ್ತಿರುವುದರಿಂದ ಪುತ್ತೂರು ನಗರ ಚರಂಡಿ ನಿರ್ಮಾಣ ಕಾರ್ಯ ಆರಂಭವಾಗಲಿದೆ. ಈ ಬಗ್ಗೆ ಸಂಬಂಧಪಟ್ಟ ಇಲಾಖೆಯ ಅಧಿಕಾರಿಗಳು ಶೀಘ್ರ ಕ್ರಮ ಕೈಗೊಳ್ಳುವಂತೆ ಸಾರ್ವಜನಿಕರು ಒತ್ತಾಯಿಸಿದ್ದಾರೆ. [52, 1387, 274, 1441]
row2-div-1 [706, 706, 707, 1244]
ad-date-day: 27 [1008, 2086, 1075, 2142]
ad-time: ಬೆಳಗ್ಗೆ 11.00ರಿಂದ [1203, 2115, 1298, 2130]
email-link[interactable]: diganthamlr@gmail.com [571, 165, 725, 179]
row3-s2-col2: ಸುಪ್ರಿ ಸುಧಾಕರ ಶೆಟ್ಟಿ ಬ್ರಹ್ಮಾವರ ತಾಲೂಕು ಪತ್ರಕರ್ತರ ಸಂಘದ ಅಧ್ಯಕ್ಷರು ಸ್ವಾಗತಿಸಿದರು. ಪತ್ರಕರ್ತರು ಪಾಲ್ಗೊಂಡರು. [1134, 1464, 1312, 1504]
meeting-table [428, 1981, 725, 2019]
ad-venue: ಸಭಾಭವನ, ಬಪ್ಪಳಿಗೆ [1347, 2115, 1432, 2130]
lead-box-body: ಕಾರ್ಕಳ-ಪಡುಬಿದ್ರಿ-ಉಡುಪಿ, ಕಾರ್ಕಳ-ಮೂಡುಬಿದಿರೆ ಮೂಲಕ ಮಂಗಳೂರಿಗೆ ಬೇಡಿದ ಸರಕಾರಿ ಬಸ್ ಗಳ ಸಲುವಾಗಿ ನಿವಾಸಿಗಳ ಆಗ್ರಹ ಕುರಿತು "ನಮಗೆ ಬೇಕು ವಿದ್ಯಾರ್ಥಿಗಳ ಸರ್ಕಾರ್" ಎಂಬ ವರದಿ 'ಹೊಸದಿಗಂತ' ಪ್ರಕಟಿಸಿತ್ತು. [949, 369, 1241, 410]
row3-s2-col1: ಉಡುಪಿ: ಬ್ರಹ್ಮಾವರ ಪತ್ರಕರ್ತರ ಸಂಘದ ಆಶ್ರಯದಲ್ಲಿ ಜನವರಿಯಲ್ಲಿ ನಡೆಯಲಿರುವ ವರ್ಷದ ಪ್ರಶಸ್ತಿ ಪ್ರದಾನ ಸಮಾರಂಭದ ಆಮಂತ್ರಣ ಪತ್ರಿಕೆಯನ್ನು ಬಿಡುಗಡೆಗೊಳಿಸಲಾಯಿತು. ಬ್ರಹ್ಮಾವರ ತಾಲೂಕು ಪತ್ರಕರ್ತರ ಸಂಘದ ಪದಾಧಿಕಾರಿಗಳು ಉಪಸ್ಥಿತರಿದ್ದರು. [942, 1304, 1125, 1373]
row3-s1-col3: ಮಾತನಾಡಿದರು. ಪಂಚಾಯತ್ ಸದಸ್ಯರು, ಸಂಘದ ಸದಸ್ಯರು, ಗ್ರಾಮಸ್ಥರು ಉಪಸ್ಥಿತರಿದ್ದರು. ಕಾರ್ಯಕ್ರಮವನ್ನು ನಿರೂಪಿಸಿ ವಂದಿಸಲಾಯಿತು. [716, 1552, 923, 1592]
lead-byline: ■ ಗಣೇಶ್ ನಾಯಕ್, ನಾಡಾರು [297, 326, 407, 339]
row2-s1-col2: ಸಮಾಜಕ್ಕೆ ವಿಶೇಷ ಆಕಿಂಚನ್ಯವಾಗಿದ್ದು, ಕಳೆದ ಹಲವು ವರ್ಷಗಳಿಂದ ಶಿಕ್ಷಣ ಸಂಸ್ಥೆಗಳಿಗೆ ತೆರಳಿ ಪ್ರದರ್ಶನ ನೀಡುತ್ತಿದೆ. ಕಾರ್ಯಕ್ರಮದಲ್ಲಿ ಗಣ್ಯರು, ಶಾಲಾ ಶಿಕ್ಷಕರು, ಪೋಷಕರು ಹಾಗೂ ವಿದ್ಯಾರ್ಥಿಗಳು ಉಪಸ್ಥಿತರಿದ್ದರು. ಕಾರ್ಯಕ್ರಮವನ್ನು ನಿರೂಪಿಸಲಾಯಿತು. ಶಿಕ್ಷಣ ಸಂಯೋಜಕರು ಸ್ವಾಗತಿಸಿ ಧನ್ಯವಾದ ಸಲ್ಲಿಸಿದರು. [502, 1064, 699, 1148]
row4-kicker: ನೀರಾವರಿ ಪಂಪ್ ಸೆಟ್ ಹೊರತುಪಡಿಸಿ ಹೊಸದಾಗಿ ವಿದ್ಯುತ್ ಸಂಪರ್ಕಕ್ಕೆ ಅಳವಡಿಕೆ [214, 1735, 763, 1759]
ad-award-line [1050, 1700, 1482, 1726]
lead-col1-top: ಕಾರ್ಕಳ: ಕಾರ್ಕಳದಿಂದ ಬೆಳ್ಮಣ್ಣು ಮೂಲಕ ಉಡುಪಿಗೆ ಸರ್ಕಾರಿ ಬಸ್ ಸಂಚಾರ ಆರಂಭಗೊಂಡಿದೆ. ಇದರಿಂದಾಗಿ ಈ ಪರಿಸರದ ಮಹಿಳೆಯರ, ವಿದ್ಯಾರ್ಥಿಗಳ ಹಾಗೂ ಕಾರ್ಮಿಕರ ಬಹು ವರ್ಷಗಳ ಬೇಡಿಕೆ ಈಡೇರಿದಂತಾಗಿದೆ. ಉಡುಪಿ ಮತ್ತು ದಕ್ಷಿಣ ಕನ್ನಡ ಜಿಲ್ಲೆಗಳಲ್ಲಿ ಹಿಂದಿನಿಂದಲೂ ಖಾಸಗಿ ಬಸ್ಸುಗಳೇ ಜನರಿಗೆ ಸೇವೆ ಒದಗಿಸುತ್ತಿವೆ. ಮಂಗಳೂರು ಮತ್ತು ಉಡುಪಿ ನಗರಗಳಲ್ಲಿ ಕೆಎಸ್‌ಆರ್‌ಟಿಸಿ ನರ್ಮ್ ಸಾರಿಗೆ ಬಸ್ ಗಳಿದ್ದರೂ, ಅವುಗಳ ಸಂಖ್ಯೆ ಬೆರಳೆಣಿಕೆಯಷ್ಟು ಮಾತ್ರ. ಅವಿಭಜಿತ ದ.ಕ. ಜಿಲ್ಲೆಯಲ್ಲಿ ಸುಮಾರು 400ಕ್ಕೂ ಹೆಚ್ಚು ಖಾಸಗಿ ಸರ್ವಿಸ್ ಬಸ್ ಗಳಿದ್ದು ದಿನಂಪ್ರತಿ ಸಾವಿರಾರು ಟ್ರಿಪ್ ಗಳನ್ನು ನಡೆಸುತ್ತಿವೆ. [297, 339, 526, 465]
qr-code-icon[interactable] [1293, 53, 1382, 141]
epaper-label: E-paper [305, 165, 354, 179]
row3-div [933, 1257, 934, 1716]
row2-s2-box-title: ಐಸಿವೈಎಂ ಪದಾಧಿಕಾರಿಗಳ ಪ್ರಮಾಣ ವಚನ ಸ್ವೀಕಾರ [923, 973, 1101, 987]
row2-s1-box: ■ ಉಡುಪಿಯ ಯಕ್ಷ ಶಿಕ್ಷಣ ಟ್ರಸ್ಟ್ ಆಶ್ರಯದಲ್ಲಿ ಬೈಂದೂರು ವಿಧಾನಸಭಾ ಕ್ಷೇತ್ರದ 17 ಶಾಲೆಗಳಲ್ಲಿ ನಡೆಸಲಾಗುತ್ತಿರುವ ಯಕ್ಷ ಶಿಕ್ಷಣದ ಪ್ರದರ್ಶನ [502, 968, 667, 1012]
lead-sidebox [1259, 338, 1499, 511]
ad-org2-box [944, 2302, 1497, 2346]
